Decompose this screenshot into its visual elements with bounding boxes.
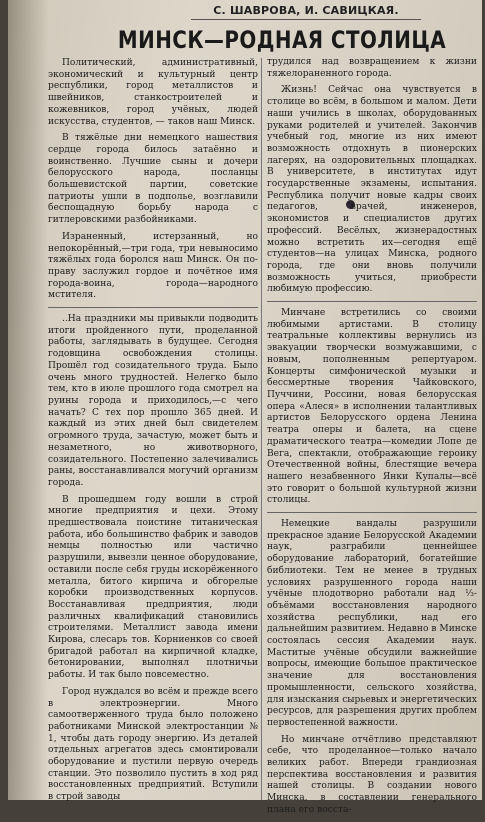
paragraph: Израненный, истерзанный, но непокорённый,—три года, три невыносимо тяжёлых года боролся наш Минск. Он по-праву заслужил гордое и почётное имя города-воина, города—народного мстителя. [48,231,258,301]
paragraph: трудился над возвращением к жизни тяжелораненного города. [267,57,477,79]
left-column [48,58,258,809]
paragraph: Город нуждался во всём и прежде всего в электроэнергии. Много самоотверженного труда было положено работниками Минской электростанции № 1, чтобы дать городу энергию. Из деталей отдельных агрегатов здесь смонтировали оборудование и пустили первую очередь станции. Это позволило пустить в ход ряд восстановленных предприятий. Вступили в строй заводы [48,686,258,803]
paragraph: Минчане встретились со своими любимыми артистами. В столицу театральные коллективы вернулись из эвакуации творчески возмужавшими, с новым, пополненным репертуаром. Концерты симфонической музыки и бессмертные творения Чайковского, Пуччини, Россини, новая белорусская опера «Алеся» в исполнении талантливых артистов Белорусского ордена Ленина театра оперы и балета, на сцене драматического театра—комедии Лопе де Вега, спектакли, отображающие героику Отечественной войны, блестящие вечера нашего незабвенного Янки Купалы—всё это говорит о большой культурной жизни столицы. [267,308,477,506]
section-divider [267,301,477,302]
paragraph: Политический, административный, экономический и культурный центр республики, город металлистов и швейников, станкостроителей и кожевников, город учёных, людей искусства, студентов, — таков наш Минск. [48,58,258,127]
paragraph: Немецкие вандалы разрушили прекрасное здание Белорусской Академии наук, разграбили ценнейшее оборудование лабораторий, богатейшие библиотеки. Тем не менее в трудных условиях разрушенного города наши учёные плодотворно работали над ⅓-объёмами восстановления народного хозяйства республики, над его дальнейшим развитием. Недавно в Минске состоялась сессия Академии наук. Маститые учёные обсудили важнейшие вопросы, имеющие большое практическое значение для восстановления промышленности, сельского хозяйства, для изыскания сырьевых и энергетических ресурсов, для разрешения других проблем первостепенной важности. [267,519,477,728]
article-byline: С. ШАВРОВА, И. САВИЦКАЯ. [191,4,421,20]
paragraph: В тяжёлые дни немецкого нашествия сердце города билось затаённо и воинственно. Лучшие сыны и дочери белорусского народа, посланцы большевистской партии, советские патриоты ушли в подполье, возглавили беспощадную борьбу народа с гитлеровскими разбойниками. [48,133,258,226]
paragraph: В прошедшем году вошли в строй многие предприятия и цехи. Этому предшествовала поистине титаническая работа, ибо большинство фабрик и заводов немцы полностью или частично разрушили, вывезли ценное оборудование, оставили после себя груды искорёженного металла, битого кирпича и обгорелые коробки производственных корпусов. Восстанавливая предприятия, люди различных квалификаций становились строителями. Металлист завода имени Кирова, слесарь тов. Корниенков со своей бригадой работал на кирпичной кладке, бетонировании, выполнял плотничьи работы. И так было повсеместно. [48,494,258,681]
article-headline: МИНСК—РОДНАЯ СТОЛИЦА [117,26,447,54]
right-column [267,57,477,822]
column-divider [261,58,262,800]
paragraph: Жизнь! Сейчас она чувствуется в столице во всём, в большом и малом. Дети наши учились в школах, оборудованных руками родителей и учителей. Закончив учебный год, многие из них имеют возможность отдохнуть в пионерских лагерях, на оздоровительных площадках. В университете, в институтах идут государственные экзамены, испытания. Республика получит новые кадры своих педагогов, врачей, инженеров, экономистов и специалистов других профессий. Весёлых, жизнерадостных можно встретить их—сегодня ещё студентов—на улицах Минска, родного города, где они вновь получили возможность учиться, приобрести любимую профессию. [267,85,477,295]
paragraph: ..На праздники мы привыкли подводить итоги пройденного пути, проделанной работы, заглядывать в будущее. Сегодня годовщина освобождения столицы. Прошёл год созидательного труда. Было очень много трудностей. Нелегко было тем, кто в июле прошлого года смотрел на руины города и приходилось,—с чего начать? С тех пор прошло 365 дней. И каждый из этих дней был свидетелем огромного труда, зачастую, может быть и незаметного, но животворного, созидательного. Постепенно залечивались раны, восстанавливался могучий организм города. [48,314,258,488]
paragraph: Но минчане отчётливо представляют себе, что проделанное—только начало великих работ. Впереди грандиозная перспектива восстановления и развития нашей столицы. В создании нового Минска, в составлении генерального плана его восста- [267,734,477,815]
newspaper-page [8,0,482,815]
section-divider [48,307,258,308]
page-edge-shadow [8,0,48,800]
section-divider [267,512,477,513]
